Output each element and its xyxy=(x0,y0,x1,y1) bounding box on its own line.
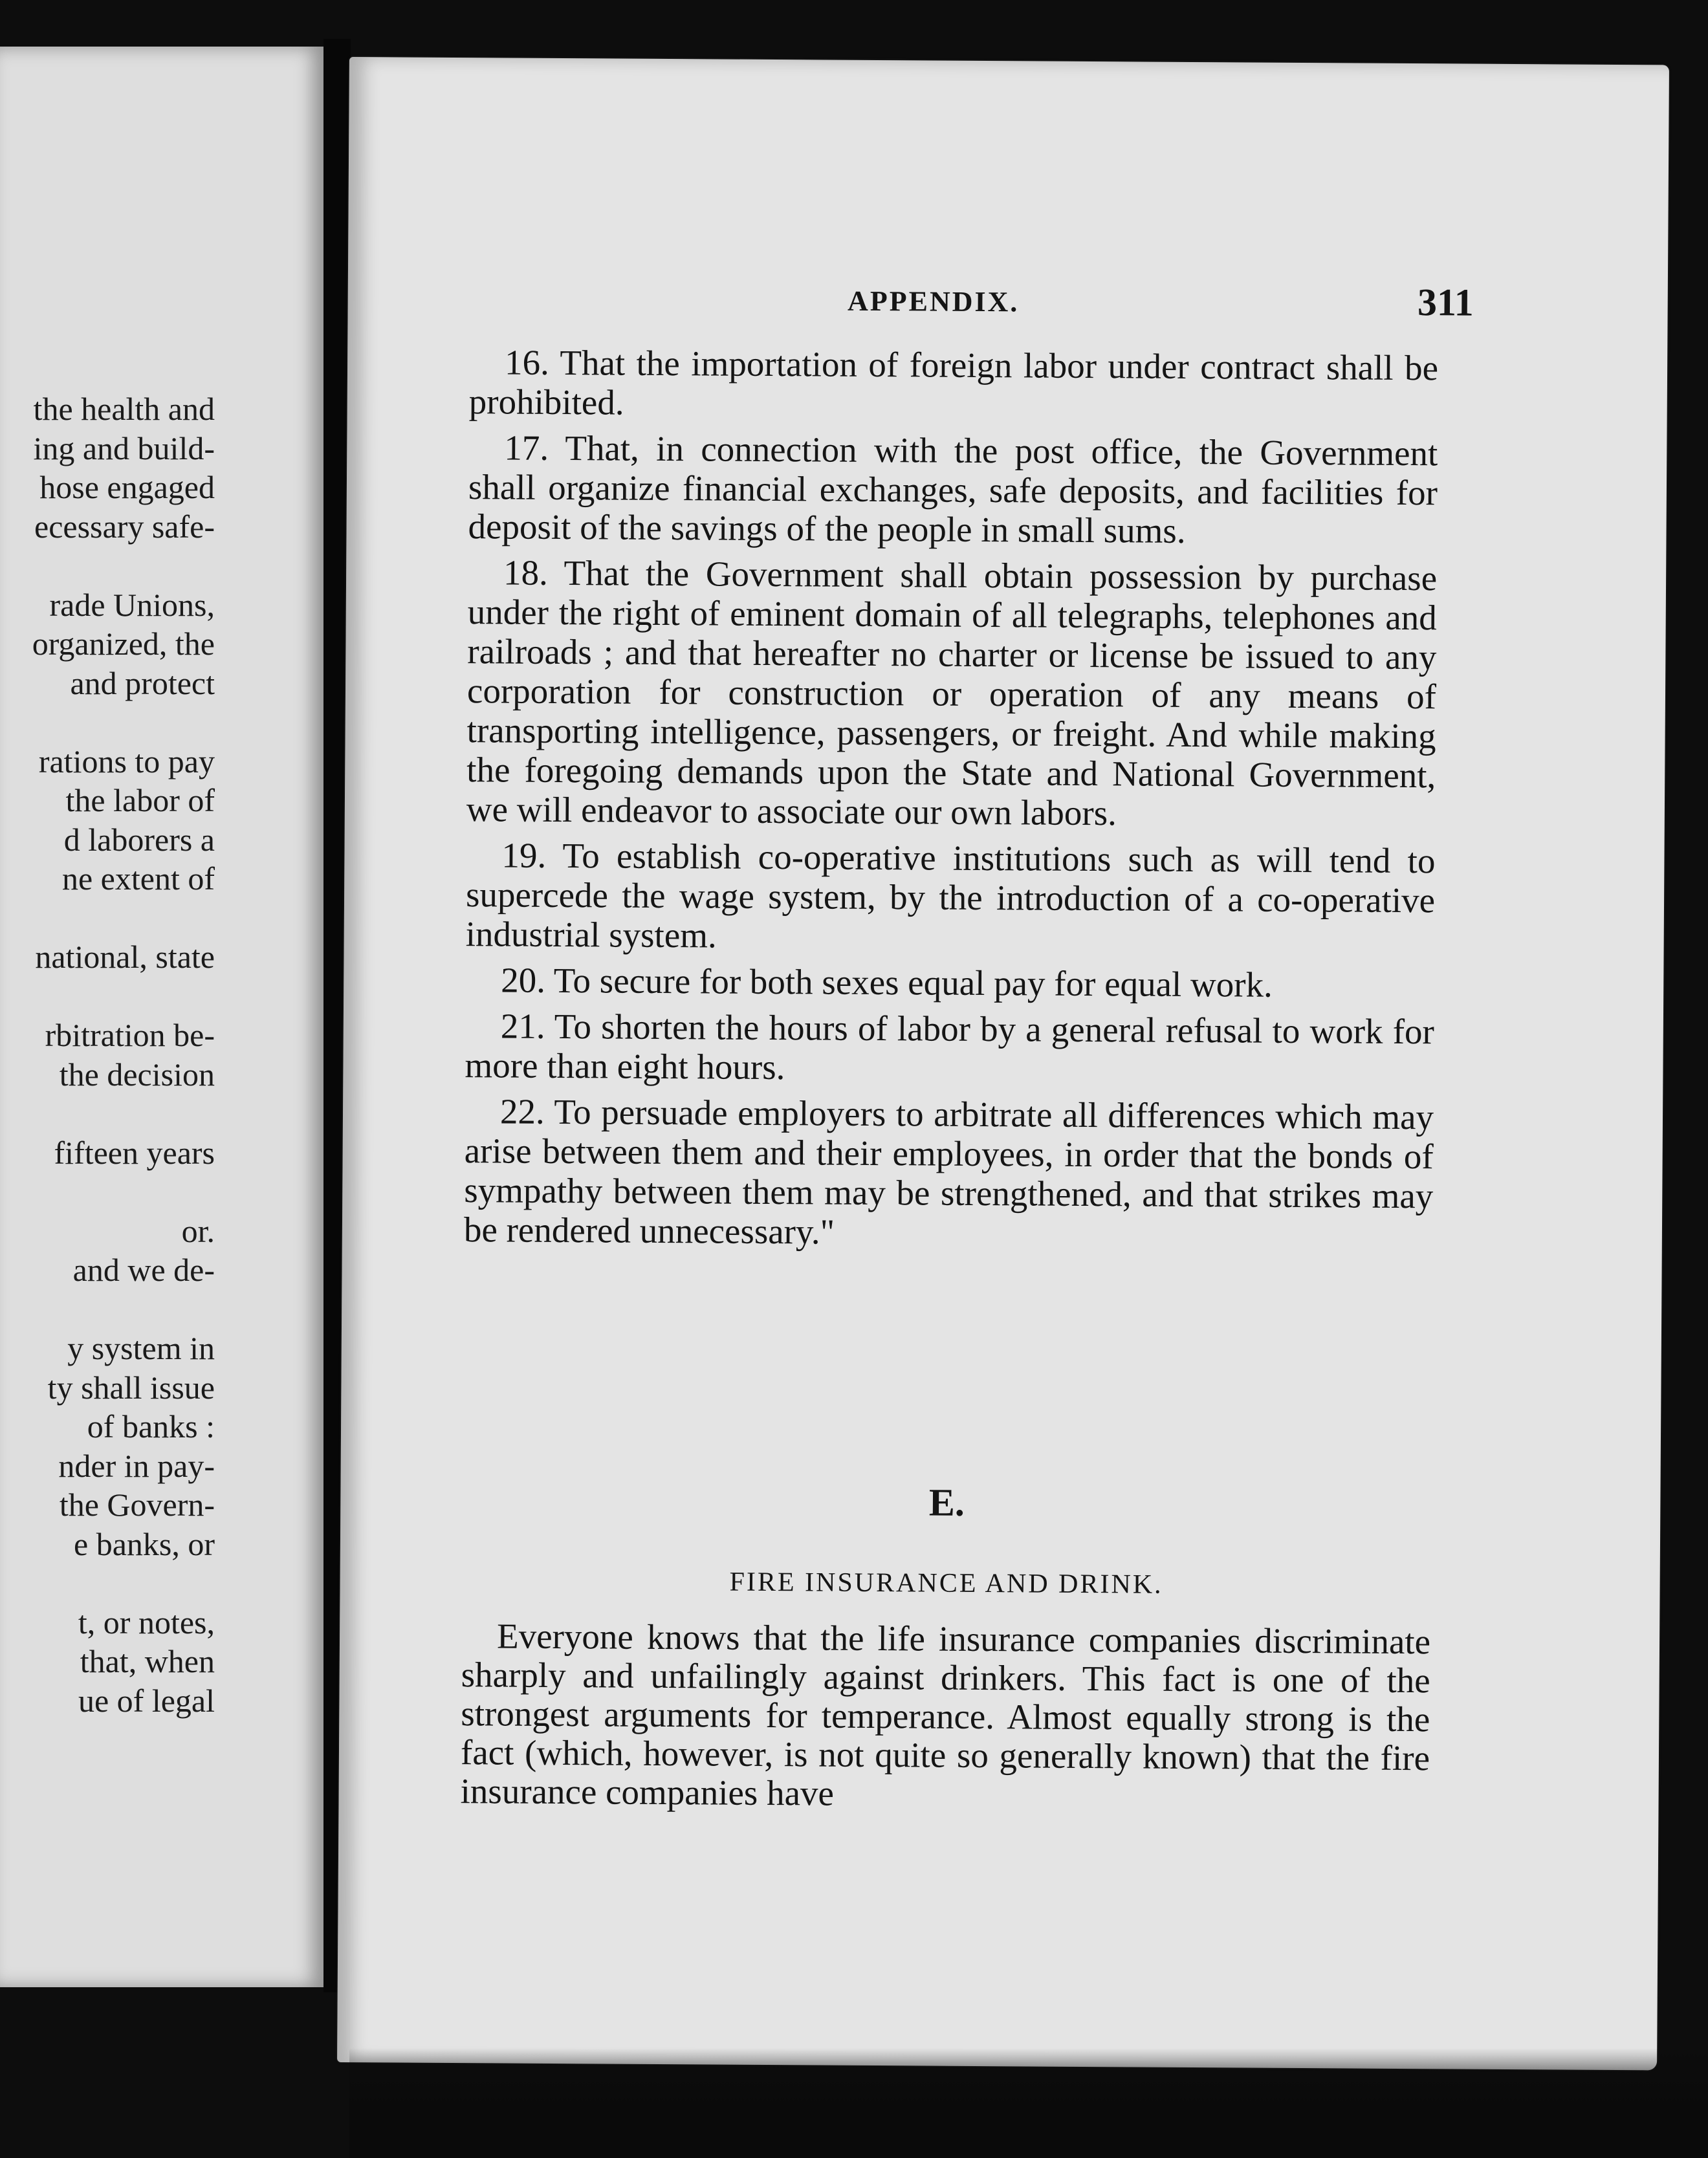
section-title: FIRE INSURANCE AND DRINK. xyxy=(729,1567,1163,1600)
paragraph-21: 21. To shorten the hours of labor by a general refusal to work for more than eight hours. xyxy=(465,1006,1435,1087)
left-page-line: ing and build- xyxy=(33,430,215,466)
left-page-line: of banks : xyxy=(87,1408,215,1444)
left-page-line: t, or notes, xyxy=(78,1604,215,1640)
numbered-demands xyxy=(464,342,1439,1261)
left-page-line: y system in xyxy=(67,1330,215,1366)
left-page-line: hose engaged xyxy=(39,469,215,505)
left-page-line: national, state xyxy=(35,939,215,975)
paragraph-22: 22. To persuade employers to arbitrate all differences which may arise between them and their employees, in order that the bonds of sympathy between them may be strengthened, and that strikes may be rendered unnecessary." xyxy=(463,1091,1434,1252)
paragraph-20: 20. To secure for both sexes equal pay for equal work. xyxy=(501,960,1273,1005)
page-header xyxy=(457,274,1474,339)
left-page-line: the decision xyxy=(59,1056,215,1093)
page-number: 311 xyxy=(1417,281,1474,324)
left-page-line: e banks, or xyxy=(74,1525,215,1562)
bottom-shadow xyxy=(349,2048,1708,2158)
left-page-line: and we de- xyxy=(72,1252,215,1288)
left-page-line: rbitration be- xyxy=(45,1017,215,1053)
left-page-line: rations to pay xyxy=(38,743,215,779)
section-body xyxy=(460,1617,1430,1816)
left-page-line: the health and xyxy=(33,391,215,427)
right-page xyxy=(337,57,1669,2070)
left-page-line: the Govern- xyxy=(59,1487,215,1523)
left-page-line: ecessary safe- xyxy=(34,508,215,545)
paragraph-17: 17. That, in connection with the post office, the Government shall organize financial exchanges, safe deposits, and facilities for deposit of the savings of the people in small sums. xyxy=(468,428,1438,550)
left-page-line: or. xyxy=(181,1212,215,1249)
left-page-line: ne extent of xyxy=(61,860,215,897)
left-page-line: nder in pay- xyxy=(58,1447,215,1484)
left-page-line: that, when xyxy=(80,1643,215,1679)
left-page-line: organized, the xyxy=(32,626,215,662)
left-facing-page xyxy=(0,47,323,1987)
left-page-line: and protect xyxy=(70,664,215,701)
left-page-line: fifteen years xyxy=(54,1134,215,1171)
section-letter: E. xyxy=(928,1481,965,1524)
paragraph-16: 16. That the importation of foreign labor under contract shall be prohibited. xyxy=(468,342,1439,422)
paragraph-18: 18. That the Government shall obtain possession by purchase under the right of eminent domain of all telegraphs, telephones and railroads ; and that hereafter no charter or license be issued to any corporation for construction or operation of any means of transporting intelligence, passengers, or freight. And while making the foregoing demands upon the State and National Government, we will endeavor to associate our own labors. xyxy=(466,552,1438,833)
left-page-line: the labor of xyxy=(65,782,215,818)
running-head: APPENDIX. xyxy=(847,285,1020,318)
left-page-line: ty shall issue xyxy=(47,1369,215,1406)
left-page-line: d laborers a xyxy=(63,821,215,858)
left-page-line: ue of legal xyxy=(78,1682,215,1719)
paragraph-19: 19. To establish co-operative institutions such as will tend to supercede the wage system, by the introduction of a co-operative industrial system. xyxy=(465,835,1436,955)
section-paragraph: Everyone knows that the life insurance companies discriminate sharply and unfailingly against drinkers. This fact is one of the strongest arguments for temperance. Almost equally strong is the fact (which, however, is not quite so generally known) that the fire insurance companies have xyxy=(460,1616,1431,1813)
left-page-line: rade Unions, xyxy=(49,586,215,623)
